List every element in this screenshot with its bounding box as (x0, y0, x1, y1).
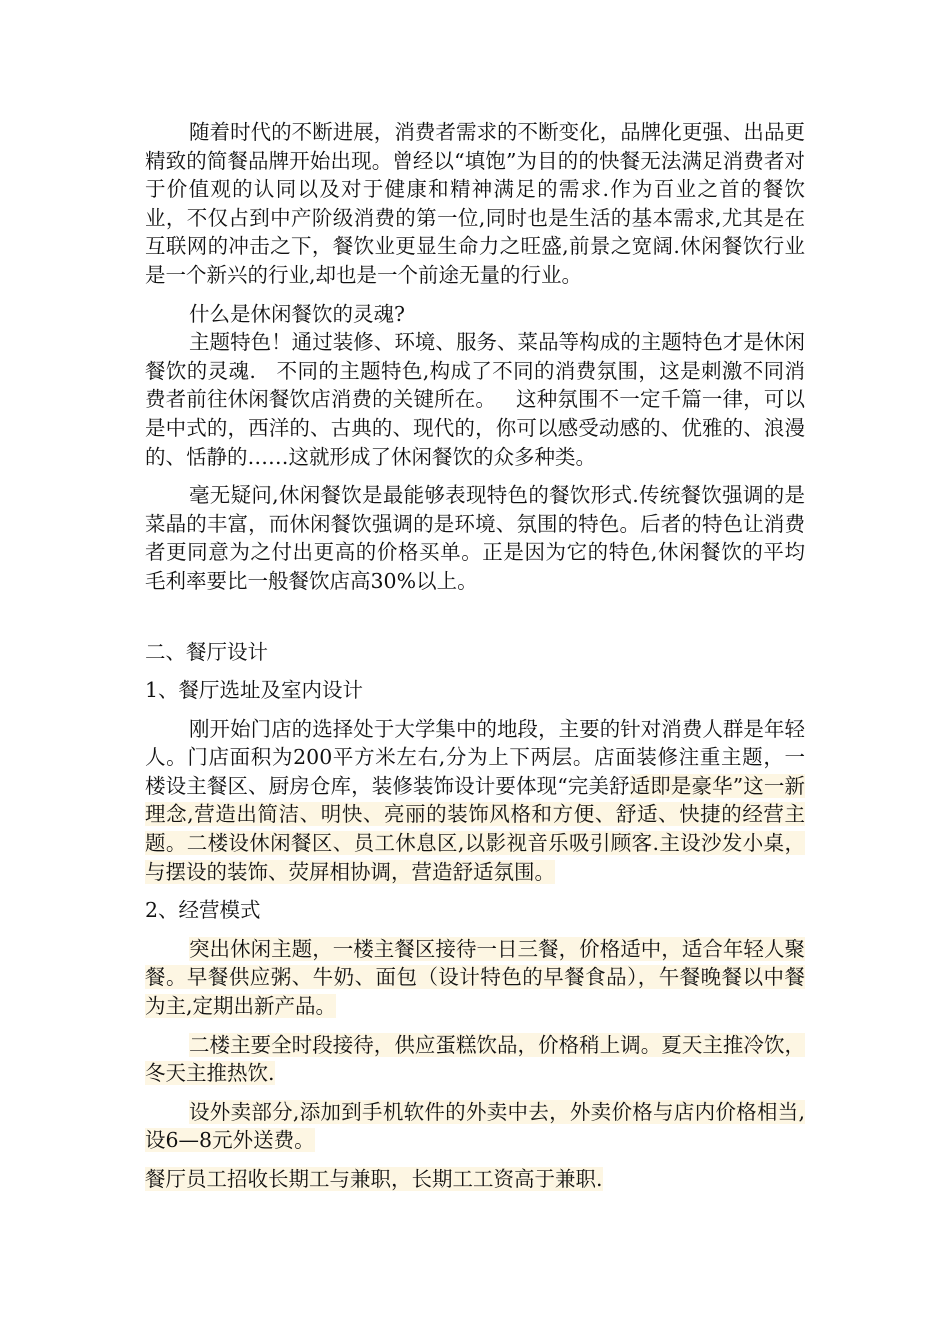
subheading-site-interior (145, 676, 805, 705)
paragraph-takeout (145, 1098, 805, 1155)
subheading-text: 1、餐厅选址及室内设计 (145, 678, 364, 703)
paragraph-site-highlight: 适即是豪华”这一新理念,营造出简洁、明快、亮丽的装饰风格和方便、舒适、快捷的经营主题。二楼设休闲餐区、员工休息区,以影视音乐吸引顾客.主设沙发小桌，与摆设的装饰、荧屏相协调，营造舒适氛围。 (145, 773, 806, 884)
paragraph-margin-text: 毫无疑问,休闲餐饮是最能够表现特色的餐饮形式.传统餐饮强调的是菜晶的丰富，而休闲餐饮强调的是环境、氛围的特色。后者的特色让消费者更同意为之付出更高的价格买单。正是因为它的特色,休闲餐饮的平均毛利率要比一般餐饮店高30%以上。 (145, 483, 805, 593)
paragraph-takeout-text: 设外卖部分,添加到手机软件的外卖中去，外卖价格与店内价格相当,设6—8元外送费。 (145, 1099, 805, 1153)
paragraph-second-floor (145, 1031, 805, 1088)
paragraph-site (145, 715, 805, 887)
paragraph-question-text: 什么是休闲餐饮的灵魂? (189, 301, 405, 326)
paragraph-first-floor (145, 935, 805, 1021)
subheading-business-model (145, 896, 805, 925)
paragraph-staff-text: 餐厅员工招收长期工与兼职，长期工工资高于兼职. (145, 1167, 603, 1191)
subheading-text: 2、经营模式 (145, 898, 261, 923)
paragraph-intro (145, 118, 805, 290)
paragraph-question (145, 300, 805, 329)
paragraph-intro-text: 随着时代的不断进展，消费者需求的不断变化，品牌化更强、出品更精致的简餐品牌开始出现。曾经以“填饱”为目的的快餐无法满足消费者对于价值观的认同以及对于健康和精神满足的需求.作为百业之首的餐饮业，不仅占到中产阶级消费的第一位,同时也是生活的基本需求,尤其是在互联网的冲击之下，餐饮业更显生命力之旺盛,前景之宽阔.休闲餐饮行业是一个新兴的行业,却也是一个前途无量的行业。 (145, 120, 805, 287)
paragraph-theme-text: 主题特色！通过装修、环境、服务、菜品等构成的主题特色才是休闲餐饮的灵魂. 不同的主题特色,构成了不同的消费氛围，这是刺激不同消费者前往休闲餐饮店消费的关键所在。 这种氛围不一定千篇一律，可以是中式的，西洋的、古典的、现代的，你可以感受动感的、优雅的、浪漫的、恬静的……这就形成了休闲餐饮的众多种类。 (145, 330, 805, 469)
paragraph-margin (145, 481, 805, 595)
paragraph-theme (145, 328, 805, 471)
paragraph-site-text: 刚开始门店的选择处于大学集中的地段，主要的针对消费人群是年轻人。门店面积为200平方米左右,分为上下两层。店面装修注重主题，一楼设主餐区、厨房仓库，装修装饰设计要体现“完美舒 (145, 716, 805, 798)
paragraph-second-floor-text: 二楼主要全时段接待，供应蛋糕饮品，价格稍上调。夏天主推冷饮，冬天主推热饮. (145, 1032, 805, 1086)
paragraph-staff (145, 1165, 805, 1194)
section-heading-restaurant-design (145, 638, 805, 667)
paragraph-first-floor-text: 突出休闲主题，一楼主餐区接待一日三餐，价格适中，适合年轻人聚餐。早餐供应粥、牛奶、面包（设计特色的早餐食品），午餐晚餐以中餐为主,定期出新产品。 (145, 936, 805, 1019)
section-heading-text: 二、餐厅设计 (145, 639, 268, 664)
document-page (145, 118, 805, 1194)
